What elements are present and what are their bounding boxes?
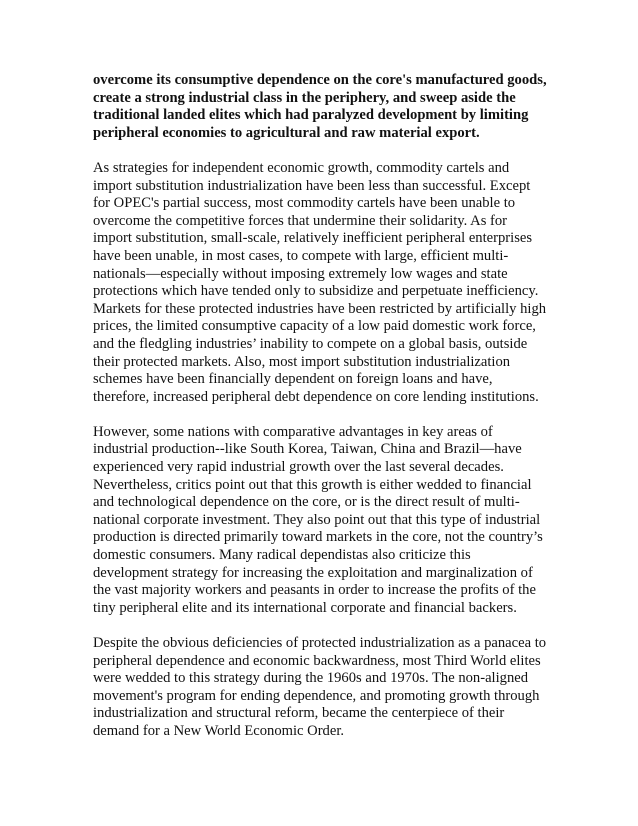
paragraph-continued-bold: overcome its consumptive dependence on the core's manufactured goods, create a strong industrial class in the periphery, and sweep aside the traditional landed elites which had paralyzed development by limiting peripheral economies to agricultural and raw material export.: [93, 72, 547, 141]
paragraph-strategies: As strategies for independent economic growth, commodity cartels and import substitution industrialization have been less than successful. Except for OPEC's partial success, most commodity cartels have been unable to overcome the competitive forces that undermine their solidarity. As for import substitution, small-scale, relatively inefficient peripheral enterprises have been unable, in most cases, to compete with large, efficient multi-nationals—especially without imposing extremely low wages and state protections which have tended only to subsidize and perpetuate inefficiency. Markets for these protected industries have been restricted by artificially high prices, the limited consumptive capacity of a low paid domestic work force, and the fledgling industries’ inability to compete on a global basis, outside their protected markets. Also, most import substitution industrialization schemes have been financially dependent on foreign loans and have, therefore, increased peripheral debt dependence on core lending institutions.: [93, 159, 547, 405]
paragraph-conclusion: Despite the obvious deficiencies of protected industrialization as a panacea to peripheral dependence and economic backwardness, most Third World elites were wedded to this strategy during the 1960s and 1970s. The non-aligned movement's program for ending dependence, and promoting growth through industrialization and structural reform, became the centerpiece of their demand for a New World Economic Order.: [93, 635, 547, 739]
document-page: [93, 72, 547, 758]
paragraph-industrial-growth: However, some nations with comparative advantages in key areas of industrial production--like South Korea, Taiwan, China and Brazil—have experienced very rapid industrial growth over the last several decades. Nevertheless, critics point out that this growth is either wedded to financial and technological dependence on the core, or is the direct result of multi-national corporate investment. They also point out that this type of industrial production is directed primarily toward markets in the core, not the country’s domestic consumers. Many radical dependistas also criticize this development strategy for increasing the exploitation and marginalization of the vast majority workers and peasants in order to increase the profits of the tiny peripheral elite and its international corporate and financial backers.: [93, 423, 543, 616]
